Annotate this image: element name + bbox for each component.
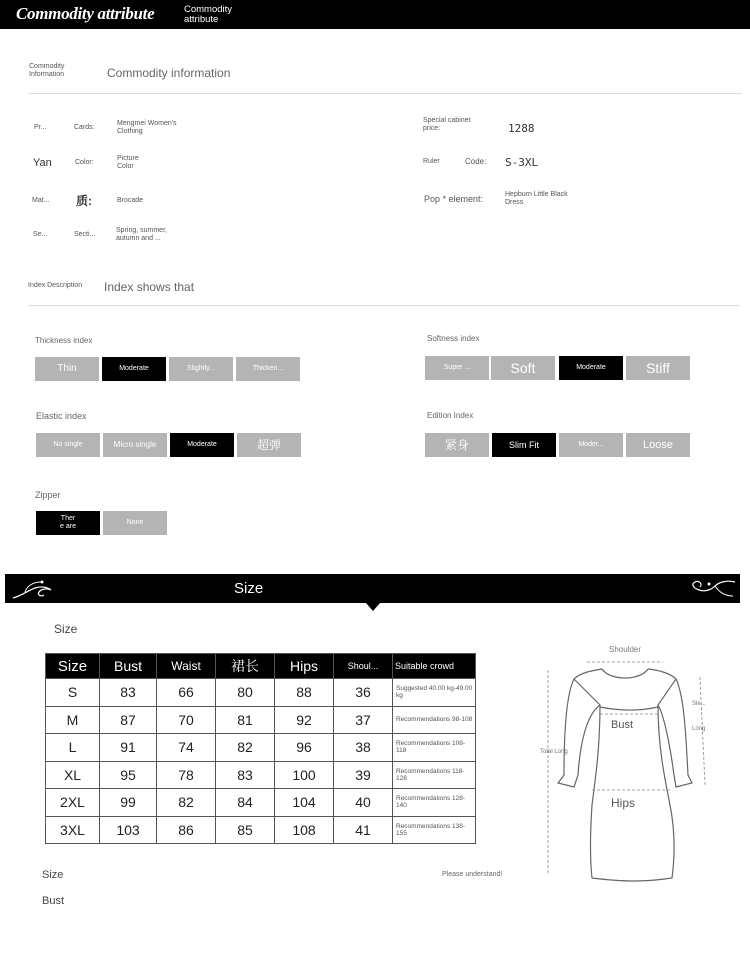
cell-length: 82 bbox=[216, 734, 275, 762]
softness-option-stiff[interactable]: Stiff bbox=[626, 356, 690, 380]
diagram-total-long: Total Long bbox=[540, 749, 568, 755]
header-size: Size bbox=[46, 654, 100, 679]
edition-option-moderate[interactable]: Moder... bbox=[559, 433, 623, 457]
attr-label: Special cabinet price: bbox=[423, 117, 471, 132]
zipper-option-there-are[interactable] bbox=[36, 511, 100, 535]
cell-size: S bbox=[46, 679, 100, 707]
cell-crowd: Recommendations 108-118 bbox=[393, 734, 476, 762]
elastic-option-micro[interactable]: Micro single bbox=[103, 433, 167, 457]
cell-length: 84 bbox=[216, 789, 275, 817]
attr-value: Spring, summer, autumn and ... bbox=[116, 227, 167, 242]
attr-label: Pop * element: bbox=[424, 194, 484, 204]
cell-hips: 104 bbox=[275, 789, 334, 817]
elastic-label: Elastic index bbox=[36, 411, 87, 421]
cell-hips: 92 bbox=[275, 706, 334, 734]
cell-length: 81 bbox=[216, 706, 275, 734]
measure-lines bbox=[548, 662, 705, 875]
header-title: Commodity attribute bbox=[16, 4, 155, 23]
cell-waist: 82 bbox=[157, 789, 216, 817]
attr-key: Color: bbox=[75, 159, 94, 166]
cell-bust: 95 bbox=[100, 761, 157, 789]
index-heading: Index shows that bbox=[104, 280, 195, 294]
table-row bbox=[46, 706, 476, 734]
cell-bust: 87 bbox=[100, 706, 157, 734]
cell-waist: 78 bbox=[157, 761, 216, 789]
diagram-bust: Bust bbox=[610, 719, 634, 731]
header-bust: Bust bbox=[100, 654, 157, 679]
commodity-side-label: Commodity Information bbox=[29, 63, 65, 78]
zipper-option-none[interactable]: None bbox=[103, 511, 167, 535]
cell-size: XL bbox=[46, 761, 100, 789]
index-divider bbox=[28, 305, 740, 306]
header-waist: Waist bbox=[157, 654, 216, 679]
elastic-option-moderate[interactable]: Moderate bbox=[170, 433, 234, 457]
size-bar-title: Size bbox=[234, 580, 264, 597]
header-length: 裙长 bbox=[216, 654, 275, 679]
attr-label: Ruler bbox=[423, 158, 440, 165]
diagram-long: Long bbox=[692, 726, 706, 732]
cell-length: 83 bbox=[216, 761, 275, 789]
edition-label: Edition Index bbox=[427, 411, 474, 420]
cell-hips: 100 bbox=[275, 761, 334, 789]
zipper-label: Zipper bbox=[35, 490, 61, 500]
cell-size: L bbox=[46, 734, 100, 762]
footer-bust: Bust bbox=[42, 895, 65, 907]
header-hips: Hips bbox=[275, 654, 334, 679]
attr-value: Brocade bbox=[117, 197, 144, 204]
cell-length: 80 bbox=[216, 679, 275, 707]
thickness-option-thin[interactable]: Thin bbox=[35, 357, 99, 381]
cell-shoulder: 41 bbox=[334, 816, 393, 844]
cell-size: 3XL bbox=[46, 816, 100, 844]
attr-label: Mat... bbox=[32, 197, 50, 204]
dress-outline bbox=[558, 669, 692, 881]
commodity-heading: Commodity information bbox=[107, 66, 231, 80]
cell-size: M bbox=[46, 706, 100, 734]
header-bar bbox=[0, 0, 750, 29]
table-row bbox=[46, 761, 476, 789]
softness-option-soft[interactable]: Soft bbox=[491, 356, 555, 380]
cell-bust: 91 bbox=[100, 734, 157, 762]
header-shoulder: Shoul... bbox=[334, 654, 393, 679]
attr-key: Code: bbox=[465, 157, 487, 166]
size-table-header bbox=[46, 654, 476, 679]
edition-option-tight[interactable]: 紧身 bbox=[425, 433, 489, 457]
thickness-label: Thickness index bbox=[35, 336, 93, 345]
softness-option-super[interactable]: Super ... bbox=[425, 356, 489, 380]
thickness-option-thicken[interactable]: Thicken... bbox=[236, 357, 300, 381]
cell-length: 85 bbox=[216, 816, 275, 844]
elastic-option-super[interactable]: 超弹 bbox=[237, 433, 301, 457]
edition-option-loose[interactable]: Loose bbox=[626, 433, 690, 457]
diagram-hips: Hips bbox=[610, 796, 636, 810]
diagram-sleeve: Sle... bbox=[692, 701, 706, 707]
table-row bbox=[46, 734, 476, 762]
attr-value: Hepburn Little Black Dress bbox=[505, 191, 568, 206]
softness-label: Softness index bbox=[427, 334, 480, 343]
left-flourish-icon bbox=[11, 578, 59, 600]
cell-crowd: Recommendations 118-128 bbox=[393, 761, 476, 789]
attr-value: Mengmei Women's Clothing bbox=[117, 120, 177, 135]
cell-crowd: Recommendations 128-140 bbox=[393, 789, 476, 817]
cell-shoulder: 37 bbox=[334, 706, 393, 734]
header-subtitle: Commodity attribute bbox=[184, 4, 233, 25]
size-bar bbox=[5, 574, 740, 603]
attr-key: Cards: bbox=[74, 124, 95, 131]
table-row bbox=[46, 679, 476, 707]
size-note: Please understand! bbox=[442, 871, 503, 878]
softness-option-moderate[interactable]: Moderate bbox=[559, 356, 623, 380]
index-side-label: Index Description bbox=[28, 282, 83, 289]
diagram-shoulder: Shoulder bbox=[608, 645, 642, 654]
cell-waist: 66 bbox=[157, 679, 216, 707]
thickness-option-slightly[interactable]: Slightly... bbox=[169, 357, 233, 381]
cell-crowd: Recommendations 138-155 bbox=[393, 816, 476, 844]
thickness-option-moderate[interactable]: Moderate bbox=[102, 357, 166, 381]
cell-crowd: Recommendations 98-108 bbox=[393, 706, 476, 734]
header-crowd: Suitable crowd bbox=[393, 654, 476, 679]
size-table bbox=[45, 653, 476, 844]
attr-label: Pr... bbox=[34, 124, 47, 131]
attr-key: Secti... bbox=[74, 231, 96, 238]
size-bar-notch bbox=[366, 603, 380, 611]
cell-hips: 96 bbox=[275, 734, 334, 762]
right-flourish-icon bbox=[685, 576, 737, 600]
cell-shoulder: 36 bbox=[334, 679, 393, 707]
table-row bbox=[46, 789, 476, 817]
attr-label: Yan bbox=[33, 157, 52, 169]
cell-bust: 103 bbox=[100, 816, 157, 844]
cell-waist: 74 bbox=[157, 734, 216, 762]
cell-size: 2XL bbox=[46, 789, 100, 817]
dress-diagram bbox=[530, 635, 720, 885]
commodity-divider bbox=[28, 93, 742, 94]
attr-label: Se... bbox=[33, 231, 48, 238]
edition-option-slim-fit[interactable]: Slim Fit bbox=[492, 433, 556, 457]
cell-hips: 88 bbox=[275, 679, 334, 707]
cell-shoulder: 40 bbox=[334, 789, 393, 817]
cell-bust: 99 bbox=[100, 789, 157, 817]
cell-waist: 86 bbox=[157, 816, 216, 844]
attr-key: 质: bbox=[76, 194, 92, 208]
cell-shoulder: 39 bbox=[334, 761, 393, 789]
cell-crowd: Suggested 40.00 kg-49.00 kg bbox=[393, 679, 476, 707]
size-label: Size bbox=[54, 622, 78, 636]
elastic-option-no-single[interactable]: No single bbox=[36, 433, 100, 457]
attr-value: S-3XL bbox=[505, 156, 539, 169]
attr-value: 1288 bbox=[508, 122, 535, 135]
table-row bbox=[46, 816, 476, 844]
attr-value: Picture Color bbox=[117, 155, 139, 170]
cell-shoulder: 38 bbox=[334, 734, 393, 762]
cell-hips: 108 bbox=[275, 816, 334, 844]
footer-size: Size bbox=[42, 869, 64, 881]
cell-waist: 70 bbox=[157, 706, 216, 734]
cell-bust: 83 bbox=[100, 679, 157, 707]
zipper-option-there-are-label: Ther e are bbox=[60, 515, 76, 530]
